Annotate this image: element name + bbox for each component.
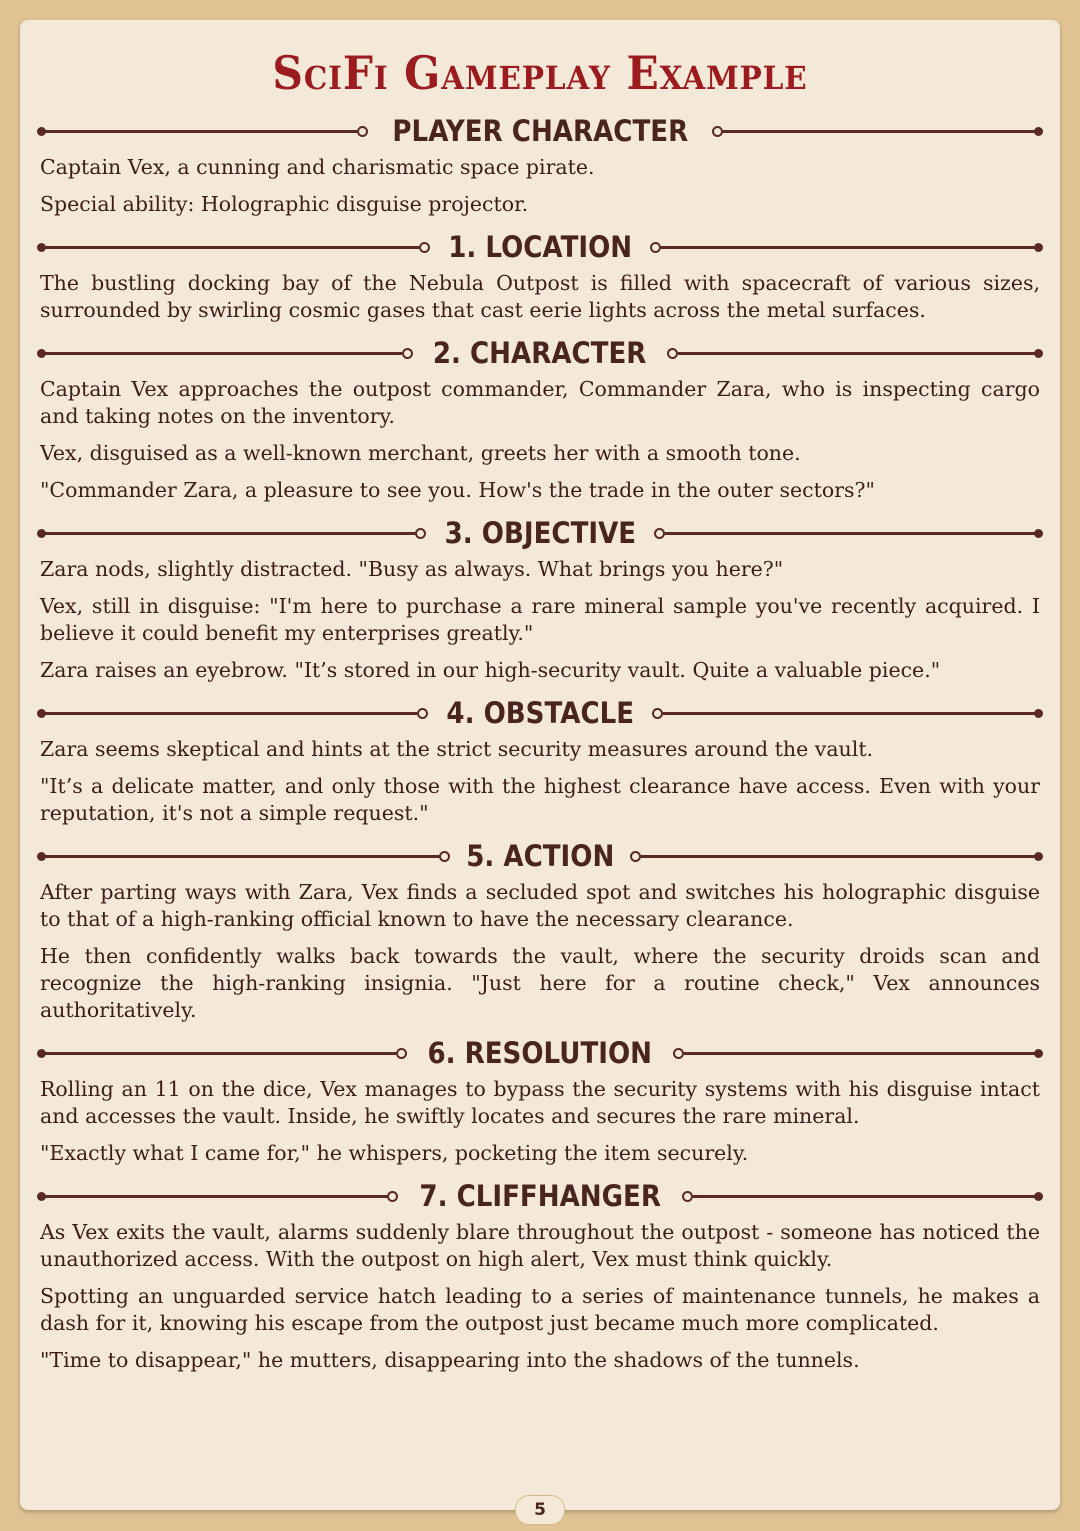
section-heading-divider: [40, 112, 1040, 150]
divider-line: [40, 1052, 396, 1055]
section-paragraph: Zara nods, slightly distracted. "Busy as always. What brings you here?": [40, 557, 784, 581]
section-heading: 2. CHARACTER: [433, 336, 647, 370]
divider-ring: [419, 242, 430, 253]
divider-line: [40, 246, 419, 249]
section-paragraph: Special ability: Holographic disguise projector.: [40, 192, 529, 216]
divider-ring: [387, 1191, 398, 1202]
divider-ring: [439, 851, 450, 862]
page-card: [20, 20, 1060, 1510]
section-heading-divider: [40, 1177, 1040, 1215]
divider-line: [40, 712, 417, 715]
divider-ring: [712, 126, 723, 137]
divider-line: [40, 1195, 387, 1198]
section-paragraph: "Exactly what I came for," he whispers, pocketing the item securely.: [40, 1141, 749, 1165]
section-heading: 5. ACTION: [465, 839, 615, 873]
section-heading: 1. LOCATION: [448, 230, 632, 264]
divider-ring: [396, 1048, 407, 1059]
section-paragraph: As Vex exits the vault, alarms suddenly blare throughout the outpost - someone has noticed the unauthorized access. With the outpost on high alert, Vex must think quickly.: [40, 1220, 1040, 1271]
page-title: SciFi Gameplay Example: [272, 46, 808, 100]
divider-line: [641, 855, 1040, 858]
section-heading-divider: [40, 514, 1040, 552]
section-heading: 7. CLIFFHANGER: [419, 1179, 661, 1213]
divider-line: [723, 130, 1040, 133]
divider-ring: [654, 528, 665, 539]
divider-line: [684, 1052, 1040, 1055]
section-heading: 6. RESOLUTION: [427, 1036, 653, 1070]
section-paragraph: Spotting an unguarded service hatch leading to a series of maintenance tunnels, he makes a dash for it, knowing his escape from the outpost just became much more complicated.: [40, 1284, 1040, 1335]
divider-ring: [667, 348, 678, 359]
section-heading-divider: [40, 228, 1040, 266]
divider-line: [678, 352, 1040, 355]
section-paragraph: Captain Vex approaches the outpost commander, Commander Zara, who is inspecting cargo and taking notes on the inventory.: [40, 377, 1040, 428]
divider-line: [663, 712, 1040, 715]
divider-ring: [673, 1048, 684, 1059]
section-paragraph: Zara seems skeptical and hints at the strict security measures around the vault.: [40, 737, 874, 761]
divider-ring: [415, 528, 426, 539]
section-paragraph: Captain Vex, a cunning and charismatic space pirate.: [40, 155, 595, 179]
divider-ring: [402, 348, 413, 359]
divider-ring: [630, 851, 641, 862]
divider-line: [40, 532, 415, 535]
section-paragraph: Rolling an 11 on the dice, Vex manages to bypass the security systems with his disguise intact and accesses the vault. Inside, he swiftly locates and secures the rare mineral.: [40, 1077, 1040, 1128]
section-heading-divider: [40, 694, 1040, 732]
section-paragraph: After parting ways with Zara, Vex finds a secluded spot and switches his holographic disguise to that of a high-ranking official known to have the necessary clearance.: [40, 880, 1040, 931]
section-paragraph: "Time to disappear," he mutters, disappearing into the shadows of the tunnels.: [40, 1348, 860, 1372]
divider-line: [40, 130, 357, 133]
divider-ring: [682, 1191, 693, 1202]
section-paragraph: "Commander Zara, a pleasure to see you. How's the trade in the outer sectors?": [40, 478, 875, 502]
divider-line: [661, 246, 1040, 249]
section-heading: PLAYER CHARACTER: [392, 114, 688, 148]
page-number: 5: [515, 1495, 565, 1525]
divider-ring: [652, 708, 663, 719]
divider-line: [40, 855, 439, 858]
section-heading-divider: [40, 334, 1040, 372]
section-paragraph: The bustling docking bay of the Nebula Outpost is filled with spacecraft of various sizes, surrounded by swirling cosmic gases that cast eerie lights across the metal surfaces.: [40, 271, 1040, 322]
section-heading: 4. OBSTACLE: [446, 696, 634, 730]
section-paragraph: Vex, still in disguise: "I'm here to purchase a rare mineral sample you've recently acquired. I believe it could benefit my enterprises greatly.": [40, 594, 1040, 645]
section-paragraph: Zara raises an eyebrow. "It’s stored in our high-security vault. Quite a valuable piece.": [40, 658, 941, 682]
divider-ring: [357, 126, 368, 137]
section-paragraph: "It’s a delicate matter, and only those with the highest clearance have access. Even with your reputation, it's not a simple request.": [40, 774, 1040, 825]
section-paragraph: He then confidently walks back towards the vault, where the security droids scan and recognize the high-ranking insignia. "Just here for a routine check," Vex announces authoritatively.: [40, 944, 1040, 1022]
divider-line: [40, 352, 402, 355]
divider-line: [665, 532, 1040, 535]
section-heading-divider: [40, 1034, 1040, 1072]
divider-ring: [417, 708, 428, 719]
divider-line: [693, 1195, 1040, 1198]
content: [40, 112, 1040, 1374]
section-heading: 3. OBJECTIVE: [444, 516, 636, 550]
divider-ring: [650, 242, 661, 253]
section-paragraph: Vex, disguised as a well-known merchant, greets her with a smooth tone.: [40, 441, 801, 465]
section-heading-divider: [40, 837, 1040, 875]
